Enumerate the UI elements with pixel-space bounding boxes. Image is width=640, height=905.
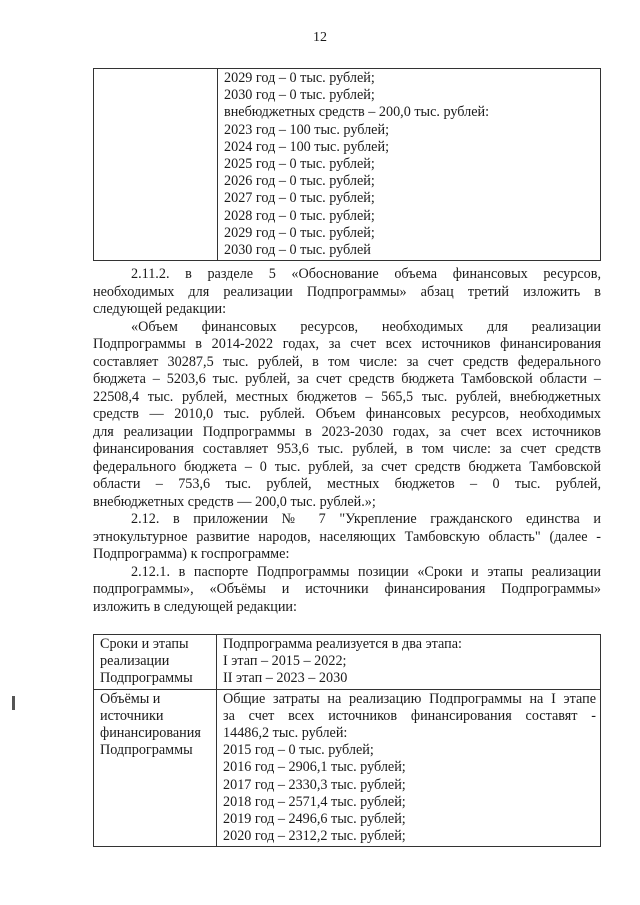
text-line: подпрограммы», «Объёмы и источники финансирования Подпрограммы»: [93, 581, 601, 597]
content-line: Общие затраты на реализацию Подпрограммы на I этапе: [223, 690, 596, 707]
text-line: изложить в следующей редакции:: [93, 598, 297, 615]
content-line: 2017 год – 2330,3 тыс. рублей;: [223, 776, 406, 793]
text-line: 2.12.1. в паспорте Подпрограммы позиции «Сроки и этапы реализации: [131, 563, 601, 580]
financing-table-continued: [93, 68, 601, 261]
financing-line: 2024 год – 100 тыс. рублей;: [224, 138, 390, 155]
financing-line: 2027 год – 0 тыс. рублей;: [224, 190, 375, 207]
text-line: области – 753,6 тыс. рублей, местных бюджетов – 0 тыс. рублей,: [93, 476, 601, 492]
label-line: Объёмы и: [100, 690, 161, 707]
text-line: составляет 30287,5 тыс. рублей, в том числе: за счет средств федерального: [93, 353, 601, 370]
paragraph-2-12-1: [93, 564, 601, 617]
label-line: финансирования: [100, 725, 201, 742]
content-line: 2016 год – 2906,1 тыс. рублей;: [223, 759, 406, 776]
financing-line: 2028 год – 0 тыс. рублей;: [224, 207, 375, 224]
text-line: федерального бюджета – 0 тыс. рублей, за счет средств бюджета Тамбовской: [93, 458, 601, 475]
financing-line: 2030 год – 0 тыс. рублей: [224, 242, 371, 259]
table-cell-content: [217, 635, 601, 690]
table-cell-label: [94, 69, 218, 261]
text-line: внебюджетных средств — 200,0 тыс. рублей.»;: [93, 493, 376, 510]
content-line: за счет всех источников финансирования составят -: [223, 707, 596, 724]
text-line: Подпрограммы в 2014-2022 годах, за счет всех источников финансирования: [93, 336, 601, 352]
label-line: Подпрограммы: [100, 742, 193, 759]
text-line: Подпрограмма) к госпрограмме:: [93, 546, 290, 562]
financing-line: 2030 год – 0 тыс. рублей;: [224, 87, 375, 104]
label-line: реализации: [100, 653, 170, 670]
content-line: 2015 год – 0 тыс. рублей;: [223, 742, 374, 759]
table-row: [94, 689, 601, 847]
text-line: следующей редакции:: [93, 301, 227, 317]
text-line: 22508,4 тыс. рублей, местных бюджетов – 565,5 тыс. рублей, внебюджетных: [93, 388, 601, 405]
content-line: 14486,2 тыс. рублей:: [223, 725, 348, 742]
text-line: этнокультурное развитие народов, населяющих Тамбовскую область" (далее -: [93, 528, 601, 545]
content-line: 2019 год – 2496,6 тыс. рублей;: [223, 811, 406, 828]
text-line: «Объем финансовых ресурсов, необходимых для реализации: [131, 318, 601, 335]
table-row: [94, 69, 601, 261]
text-line: 2.11.2. в разделе 5 «Обоснование объема финансовых ресурсов,: [131, 266, 601, 282]
text-line: для реализации Подпрограммы в 2023-2030 годах, за счет всех источников: [93, 423, 601, 440]
label-line: Сроки и этапы: [100, 636, 189, 652]
financing-line: 2025 год – 0 тыс. рублей;: [224, 156, 375, 173]
financing-line: 2029 год – 0 тыс. рублей;: [224, 70, 375, 86]
financing-line: 2029 год – 0 тыс. рублей;: [224, 224, 375, 241]
table-cell-content: [218, 69, 601, 261]
subprogram-passport-table: [93, 634, 601, 847]
financing-line: 2023 год – 100 тыс. рублей;: [224, 121, 390, 138]
content-line: 2018 год – 2571,4 тыс. рублей;: [223, 793, 406, 810]
paragraph-2-12: [93, 511, 601, 564]
content-line: Подпрограмма реализуется в два этапа:: [223, 636, 462, 652]
content-line: I этап – 2015 – 2022;: [223, 653, 347, 670]
table-cell-label: [94, 635, 217, 690]
financing-line: 2026 год – 0 тыс. рублей;: [224, 173, 375, 190]
text-line: 2.12. в приложении № 7 "Укрепление гражданского единства и: [131, 511, 601, 527]
scan-margin-mark: [12, 696, 15, 710]
paragraph-2-11-2: [93, 266, 601, 319]
label-line: источники: [100, 707, 164, 724]
table-cell-content: [217, 689, 601, 847]
content-line: 2020 год – 2312,2 тыс. рублей;: [223, 828, 406, 845]
text-line: средств — 2010,0 тыс. рублей. Объем финансовых ресурсов, необходимых: [93, 406, 601, 422]
table-row: [94, 635, 601, 690]
table-cell-label: [94, 689, 217, 847]
page-number: 12: [313, 30, 327, 45]
text-line: необходимых для реализации Подпрограммы» абзац третий изложить в: [93, 283, 601, 300]
document-body: [93, 266, 601, 616]
content-line: II этап – 2023 – 2030: [223, 670, 348, 687]
financing-line: внебюджетных средств – 200,0 тыс. рублей:: [224, 104, 490, 121]
paragraph-quote-financing: [93, 319, 601, 512]
label-line: Подпрограммы: [100, 670, 193, 687]
text-line: бюджета – 5203,6 тыс. рублей, за счет средств бюджета Тамбовской области –: [93, 371, 601, 387]
text-line: финансирования составляет 953,6 тыс. рублей, в том числе: за счет средств: [93, 441, 601, 457]
